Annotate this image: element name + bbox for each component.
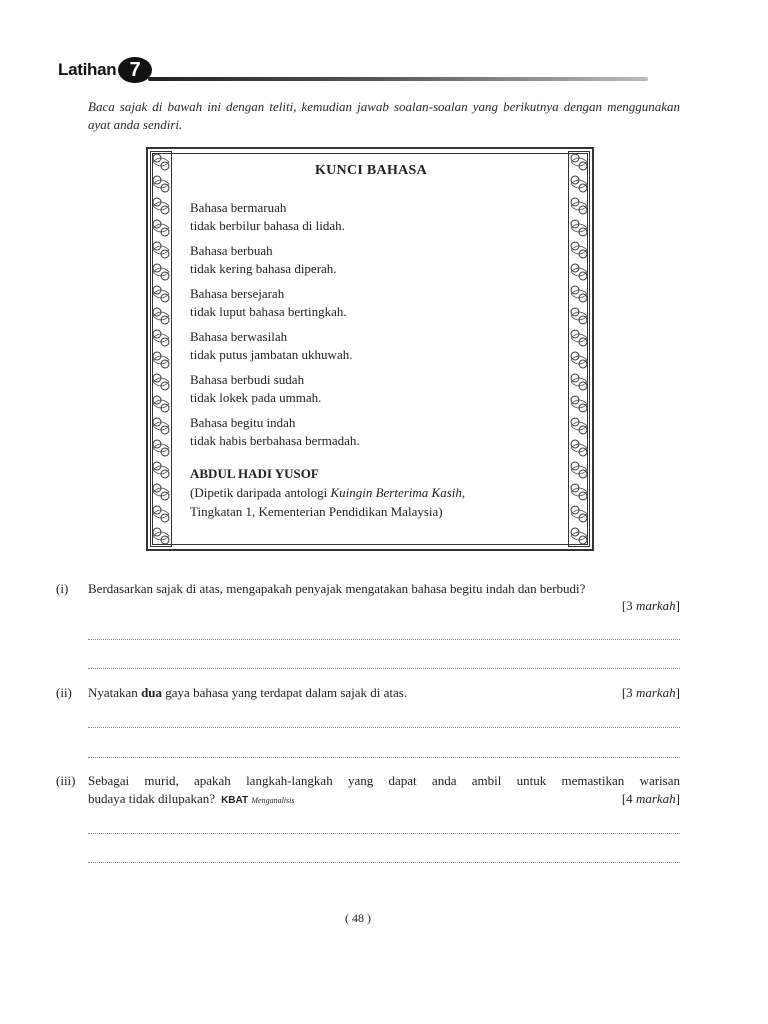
question-text-line2: budaya tidak dilupakan? KBAT Menganalisis [88, 791, 295, 806]
source-suffix: , [461, 485, 466, 500]
poem-line: tidak putus jambatan ukhuwah. [190, 346, 353, 362]
poem-line: tidak luput bahasa bertingkah. [190, 303, 347, 319]
question-marks: [3 markah] [621, 598, 680, 613]
poem-stanza [190, 328, 552, 363]
instruction-text: Baca sajak di bawah ini dengan teliti, kemudian jawab soalan-soalan yang berikutnya dengan menggunakan ayat anda sendiri. [88, 99, 680, 132]
poem-stanza [190, 199, 552, 234]
answer-line[interactable] [88, 668, 680, 669]
exercise-label: Latihan [58, 60, 117, 79]
question-text-line1: Sebagai murid, apakah langkah-langkah yang dapat anda ambil untuk memastikan warisan [88, 773, 680, 788]
poem-line: tidak kering bahasa diperah. [190, 260, 337, 276]
poem-source-line2: Tingkatan 1, Kementerian Pendidikan Malaysia) [190, 504, 443, 519]
question-1 [56, 580, 680, 613]
question-marks: [3 markah] [621, 685, 680, 700]
poem-stanza [190, 414, 552, 449]
ornament-border-right [568, 151, 590, 547]
poem-line: Bahasa berbuah [190, 243, 273, 258]
answer-line[interactable] [88, 639, 680, 640]
answer-line[interactable] [88, 833, 680, 834]
poem-frame [146, 147, 594, 551]
kbat-sub-label: Menganalisis [251, 796, 295, 805]
poem-line: Bahasa bermaruah [190, 200, 287, 215]
question-number: (iii) [56, 773, 76, 788]
question-number: (i) [56, 581, 69, 596]
question-text: Nyatakan dua gaya bahasa yang terdapat dalam sajak di atas. [88, 685, 408, 700]
poem-line: Bahasa berbudi sudah [190, 372, 305, 387]
answer-line[interactable] [88, 862, 680, 863]
ornament-border-left [150, 151, 172, 547]
poem-title: KUNCI BAHASA [314, 163, 428, 178]
exercise-header [58, 57, 688, 87]
poem-line: Bahasa begitu indah [190, 415, 296, 430]
exercise-number-badge: 7 [118, 57, 152, 83]
poem-author: ABDUL HADI YUSOF [190, 466, 319, 481]
answer-line[interactable] [88, 757, 680, 758]
question-marks: [4 markah] [621, 791, 680, 806]
poem-line: tidak berbilur bahasa di lidah. [190, 217, 345, 233]
question-text: Berdasarkan sajak di atas, mengapakah penyajak mengatakan bahasa begitu indah dan berbudi? [88, 581, 586, 596]
poem-stanza [190, 242, 552, 277]
poem-line: Bahasa bersejarah [190, 286, 285, 301]
poem-source [190, 483, 552, 502]
question-2 [56, 684, 680, 702]
source-title: Kuingin Berterima Kasih [330, 485, 462, 500]
poem-stanza [190, 285, 552, 320]
poem-line: tidak lokek pada ummah. [190, 389, 322, 405]
poem [190, 163, 552, 521]
poem-stanza [190, 371, 552, 406]
poem-line: tidak habis berbahasa bermadah. [190, 432, 360, 448]
source-prefix: (Dipetik daripada antologi [190, 485, 331, 500]
poem-line: Bahasa berwasilah [190, 329, 288, 344]
answer-line[interactable] [88, 727, 680, 728]
page-number: ( 48 ) [345, 911, 371, 925]
kbat-label: KBAT [221, 795, 249, 806]
question-3 [56, 772, 680, 810]
header-rule [148, 77, 648, 81]
question-number: (ii) [56, 685, 72, 700]
